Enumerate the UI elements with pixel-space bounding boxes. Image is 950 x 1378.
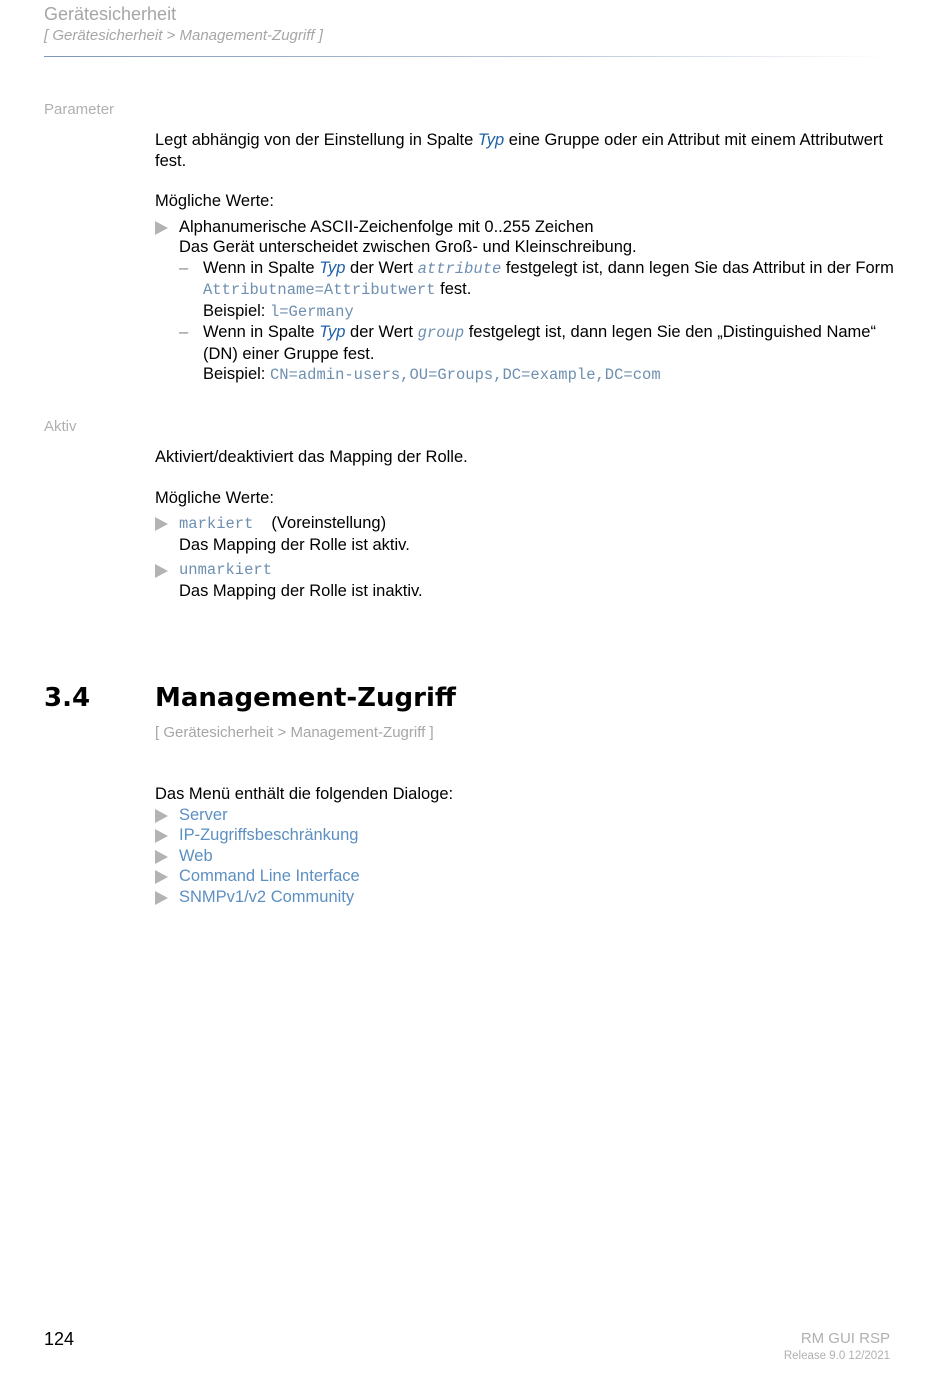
triangle-bullet-icon (155, 870, 168, 884)
section-number: 3.4 (44, 683, 91, 713)
triangle-bullet-icon (155, 850, 168, 864)
values-heading: Mögliche Werte: (155, 192, 274, 210)
aktiv-body (155, 447, 895, 601)
dash-item-group: – Wenn in Spalte Typ der Wert group festgelegt ist, dann legen Sie den „Distinguished Name“ (DN) einer Gruppe fest. Beispiel: CN=admin-users,OU=Groups,DC=example,DC=com (179, 323, 876, 384)
dialog-link-cli[interactable]: Command Line Interface (155, 866, 895, 887)
dash-bullet-icon: – (179, 323, 189, 341)
dialog-link-ip-access[interactable]: IP-Zugriffsbeschränkung (155, 825, 895, 846)
values-heading: Mögliche Werte: (155, 488, 274, 507)
list-item: markiert (Voreinstellung) Das Mapping der Rolle ist aktiv. (155, 513, 895, 555)
dialog-list (155, 784, 895, 907)
attribute-form: Attributname=Attributwert (203, 281, 436, 299)
triangle-bullet-icon (155, 517, 168, 531)
value-unmarkiert: unmarkiert (179, 561, 273, 579)
footer-product: RM GUI RSP (800, 1330, 890, 1347)
triangle-bullet-icon (155, 829, 168, 843)
example-value: CN=admin-users,OU=Groups,DC=example,DC=com (269, 366, 661, 384)
triangle-bullet-icon (155, 564, 168, 578)
dash-item-attribute: – Wenn in Spalte Typ der Wert attribute festgelegt ist, dann legen Sie das Attribut in der Form Attributname=Attributwert fest. Beispiel: l=Germany (179, 258, 894, 321)
list-item: unmarkiert Das Mapping der Rolle ist inaktiv. (155, 560, 895, 601)
list-item: Alphanumerische ASCII-Zeichenfolge mit 0..255 Zeichen Das Gerät unterscheidet zwischen Groß- und Kleinschreibung. (155, 217, 895, 258)
value-markiert: markiert (179, 515, 254, 533)
parameter-body (155, 130, 895, 386)
value-group: group (417, 324, 465, 342)
dialog-link-snmp[interactable]: SNMPv1/v2 Community (155, 887, 895, 908)
dialog-link-server[interactable]: Server (155, 805, 895, 826)
typ-reference: Typ (477, 131, 505, 149)
parameter-description: Legt abhängig von der Einstellung in Spalte Typ eine Gruppe oder ein Attribut mit einem Attributwert fest. (155, 131, 883, 170)
section-title: Management-Zugriff (155, 683, 456, 713)
aktiv-label: Aktiv (44, 418, 77, 435)
running-header-title: Gerätesicherheit (44, 4, 177, 24)
parameter-label: Parameter (44, 101, 115, 118)
dialog-list-intro: Das Menü enthält die folgenden Dialoge: (155, 785, 454, 803)
triangle-bullet-icon (155, 891, 168, 905)
dash-bullet-icon: – (179, 258, 189, 277)
triangle-bullet-icon (155, 221, 168, 235)
value-attribute: attribute (417, 259, 502, 278)
running-header-breadcrumb: [ Gerätesicherheit > Management-Zugriff ] (44, 27, 323, 44)
footer-release: Release 9.0 12/2021 (783, 1350, 890, 1362)
triangle-bullet-icon (155, 809, 168, 823)
section-breadcrumb: [ Gerätesicherheit > Management-Zugriff ] (155, 724, 434, 741)
example-value: l=Germany (269, 302, 354, 321)
dialog-link-web[interactable]: Web (155, 846, 895, 867)
page-number: 124 (44, 1329, 75, 1349)
header-divider (44, 56, 890, 57)
aktiv-description: Aktiviert/deaktiviert das Mapping der Rolle. (155, 448, 468, 466)
